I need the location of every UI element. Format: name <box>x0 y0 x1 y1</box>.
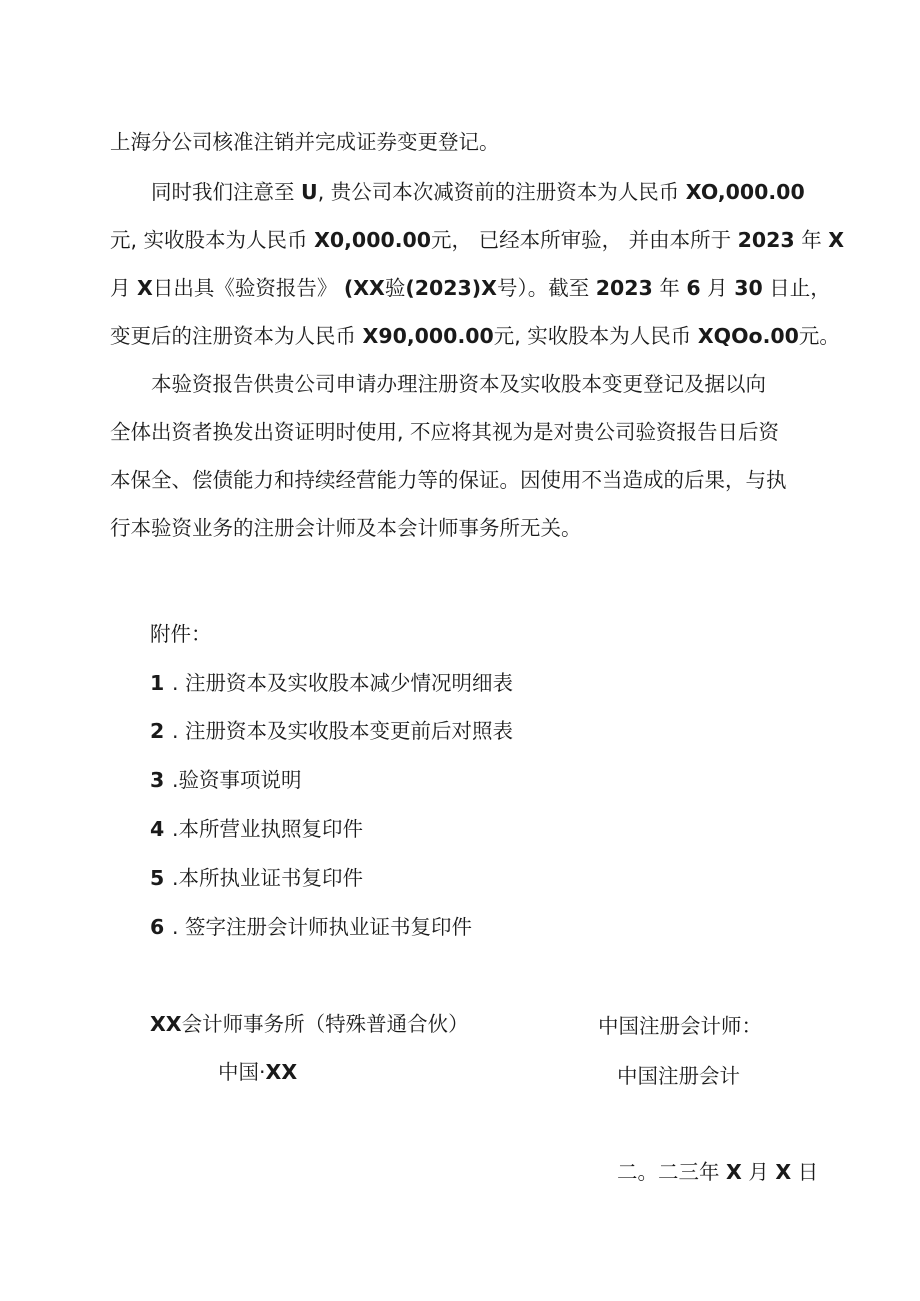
para1-line3: 月 X日出具《验资报告》 (XX验(2023)X号）。截至 2023 年 6 月 30 日止， <box>110 276 831 300</box>
para1-line2: 元, 实收股本为人民币 X0,000.00元， 已经本所审验， 并由本所于 2023 年 X <box>110 228 845 252</box>
para2-line4: 行本验资业务的注册会计师及本会计师事务所无关。 <box>110 516 582 540</box>
attachment-item-6: 6 . 签字注册会计师执业证书复印件 <box>150 915 473 939</box>
attachment-item-5: 5 .本所执业证书复印件 <box>150 866 364 890</box>
opening-line: 上海分公司核准注销并完成证券变更登记。 <box>110 130 500 154</box>
attachment-item-2: 2 . 注册资本及实收股本变更前后对照表 <box>150 719 514 743</box>
para1-line1: 同时我们注意至 U, 贵公司本次减资前的注册资本为人民币 XO,000.00 <box>151 180 805 204</box>
paragraph-report-usage <box>110 360 822 552</box>
attachments-title: 附件： <box>150 622 212 646</box>
paragraph-capital-reduction <box>110 168 845 360</box>
report-date: 二。二三年 X 月 X 日 <box>617 1160 819 1184</box>
cpa-signature-label: 中国注册会计师： <box>598 1014 762 1038</box>
para2-line1: 本验资报告供贵公司申请办理注册资本及实收股本变更登记及据以向 <box>151 372 766 396</box>
attachment-item-3: 3 .验资事项说明 <box>150 768 302 792</box>
firm-name: XX会计师事务所（特殊普通合伙） <box>150 1012 469 1036</box>
attachment-item-4: 4 .本所营业执照复印件 <box>150 817 364 841</box>
attachment-item-1: 1 . 注册资本及实收股本减少情况明细表 <box>150 671 514 695</box>
para1-line4: 变更后的注册资本为人民币 X90,000.00元, 实收股本为人民币 XQOo.00元。 <box>110 324 840 348</box>
firm-location: 中国·XX <box>218 1060 298 1084</box>
cpa-signature-label-2: 中国注册会计 <box>617 1064 740 1088</box>
para2-line2: 全体出资者换发出资证明时使用, 不应将其视为是对贵公司验资报告日后资 <box>110 420 780 444</box>
para2-line3: 本保全、偿债能力和持续经营能力等的保证。因使用不当造成的后果，与执 <box>110 468 787 492</box>
